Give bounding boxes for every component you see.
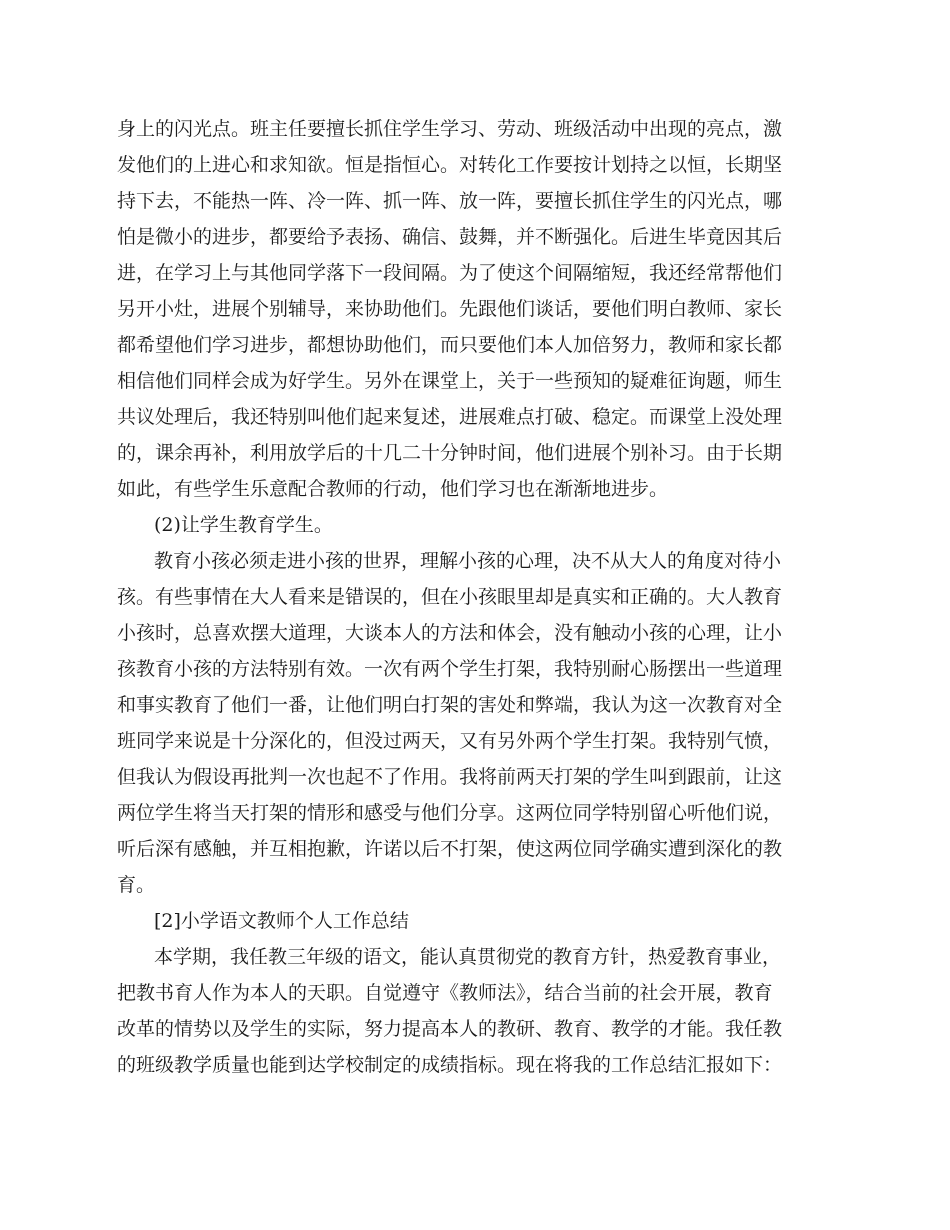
text-line-9: 共议处理后，我还特别叫他们起来复述，进展难点打破、稳定。而课堂上没处理: [117, 406, 783, 428]
text-line-8: 相信他们同样会成为好学生。另外在课堂上，关于一些预知的疑难征询题，师生: [117, 370, 783, 392]
text-line-18: 班同学来说是十分深化的，但没过两天，又有另外两个学生打架。我特别气愤，: [117, 730, 783, 752]
text-line-17: 和事实教育了他们一番，让他们明白打架的害处和弊端，我认为这一次教育对全: [117, 694, 783, 716]
text-line-20: 两位学生将当天打架的情形和感受与他们分享。这两位同学特别留心听他们说，: [117, 802, 783, 824]
text-line-16: 孩教育小孩的方法特别有效。一次有两个学生打架，我特别耐心肠摆出一些道理: [117, 658, 783, 680]
section-heading-2: (2)让学生教育学生。: [154, 514, 333, 536]
text-line-19: 但我认为假设再批判一次也起不了作用。我将前两天打架的学生叫到跟前，让这: [117, 766, 783, 788]
text-line-25: 把教书育人作为本人的天职。自觉遵守《教师法》，结合当前的社会开展，教育: [117, 982, 773, 1004]
text-line-11: 如此，有些学生乐意配合教师的行动，他们学习也在渐渐地进步。: [117, 478, 669, 500]
text-line-22: 育。: [117, 874, 156, 896]
text-line-4: 怕是微小的进步，都要给予表扬、确信、鼓舞，并不断强化。后进生毕竟因其后: [117, 226, 783, 248]
text-line-3: 持下去，不能热一阵、冷一阵、抓一阵、放一阵，要擅长抓住学生的闪光点，哪: [117, 190, 783, 212]
text-line-24: 本学期，我任教三年级的语文，能认真贯彻党的教育方针，热爱教育事业，: [154, 946, 782, 968]
text-line-6: 另开小灶，进展个别辅导，来协助他们。先跟他们谈话，要他们明白教师、家长: [117, 298, 783, 320]
text-line-15: 小孩时，总喜欢摆大道理，大谈本人的方法和体会，没有触动小孩的心理，让小: [117, 622, 783, 644]
text-line-14: 孩。有些事情在大人看来是错误的，但在小孩眼里却是真实和正确的。大人教育: [117, 586, 783, 608]
text-line-13: 教育小孩必须走进小孩的世界，理解小孩的心理，决不从大人的角度对待小: [154, 550, 782, 572]
text-line-1: 身上的闪光点。班主任要擅长抓住学生学习、劳动、班级活动中出现的亮点，激: [117, 118, 783, 140]
text-line-5: 进，在学习上与其他同学落下一段间隔。为了使这个间隔缩短，我还经常帮他们: [117, 262, 783, 284]
text-line-27: 的班级教学质量也能到达学校制定的成绩指标。现在将我的工作总结汇报如下：: [117, 1054, 783, 1076]
text-line-26: 改革的情势以及学生的实际，努力提高本人的教研、教育、教学的才能。我任教: [117, 1018, 783, 1040]
article-heading: [2]小学语文教师个人工作总结: [154, 910, 409, 932]
text-line-21: 听后深有感触，并互相抱歉，许诺以后不打架，使这两位同学确实遭到深化的教: [117, 838, 783, 860]
text-line-10: 的，课余再补，利用放学后的十几二十分钟时间，他们进展个别补习。由于长期: [117, 442, 783, 464]
text-line-7: 都希望他们学习进步，都想协助他们，而只要他们本人加倍努力，教师和家长都: [117, 334, 783, 356]
text-line-2: 发他们的上进心和求知欲。恒是指恒心。对转化工作要按计划持之以恒，长期坚: [117, 154, 783, 176]
